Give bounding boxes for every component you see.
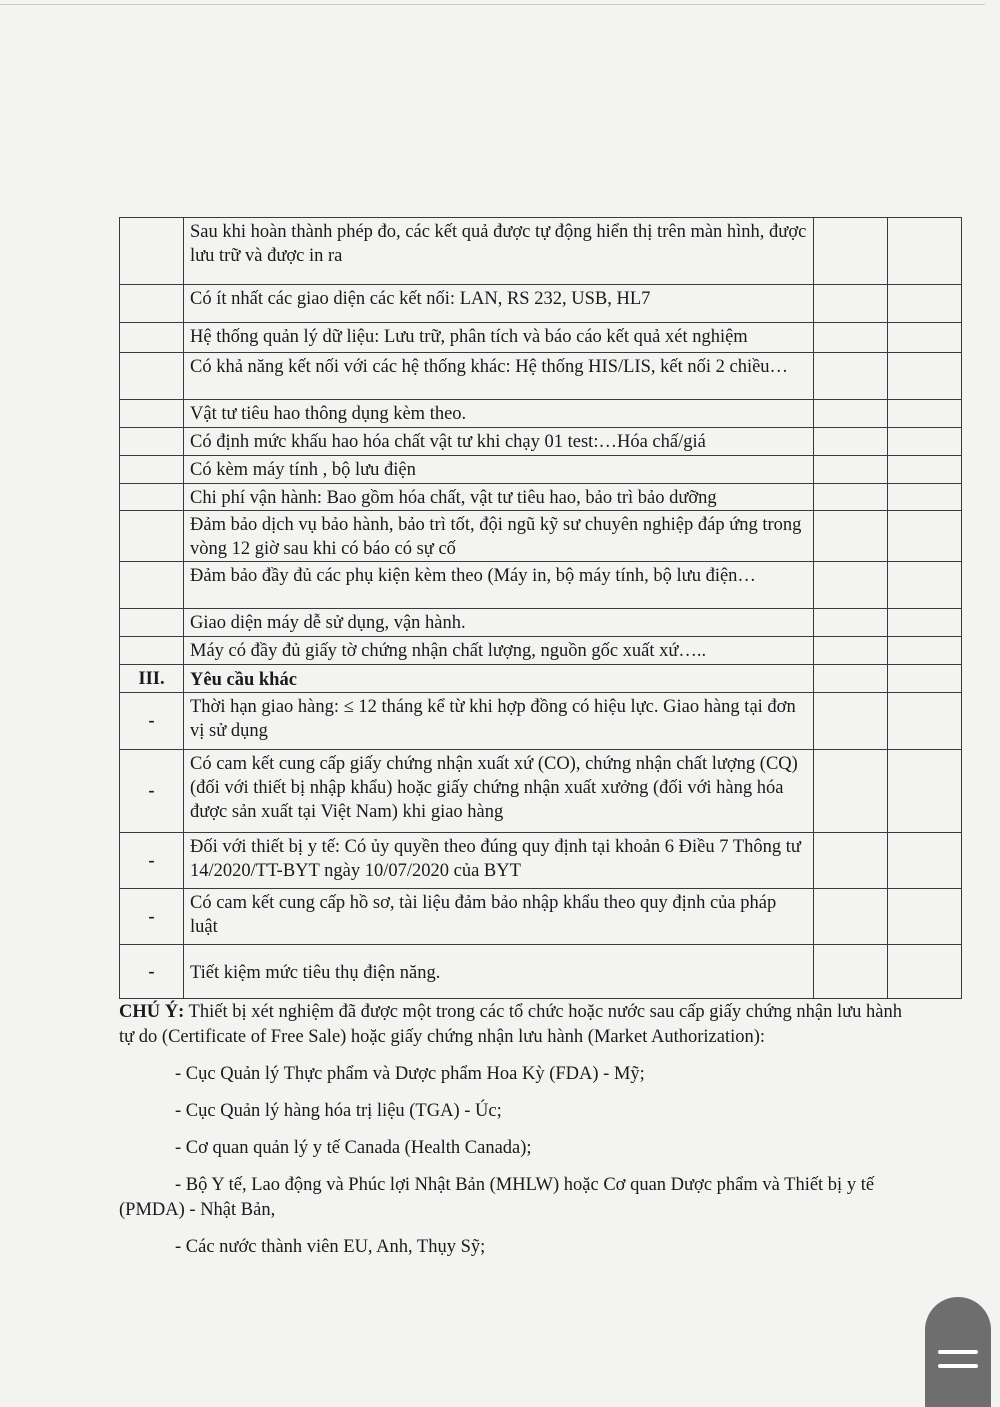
table-row: [120, 323, 962, 353]
empty-cell: [888, 750, 962, 833]
empty-cell: [888, 562, 962, 609]
table-row: [120, 889, 962, 945]
empty-cell: [888, 456, 962, 484]
empty-cell: [888, 609, 962, 637]
row-number: -: [120, 833, 184, 889]
row-content: Thời hạn giao hàng: ≤ 12 tháng kể từ khi hợp đồng có hiệu lực. Giao hàng tại đơn vị sử dụng: [184, 693, 814, 750]
empty-cell: [814, 833, 888, 889]
row-content: Hệ thống quản lý dữ liệu: Lưu trữ, phân tích và báo cáo kết quả xét nghiệm: [184, 323, 814, 353]
row-number: [120, 484, 184, 511]
requirements-table: [119, 217, 962, 999]
row-content: Có định mức khấu hao hóa chất vật tư khi chạy 01 test:…Hóa chấ/giá: [184, 428, 814, 456]
table-row: [120, 428, 962, 456]
empty-cell: [814, 285, 888, 323]
note-item-tga: - Cục Quản lý hàng hóa trị liệu (TGA) - Úc;: [175, 1101, 502, 1121]
row-number: [120, 428, 184, 456]
note-item-fda: - Cục Quản lý Thực phẩm và Dược phẩm Hoa Kỳ (FDA) - Mỹ;: [175, 1064, 645, 1084]
empty-cell: [814, 218, 888, 285]
row-content: Máy có đầy đủ giấy tờ chứng nhận chất lượng, nguồn gốc xuất xứ…..: [184, 637, 814, 665]
row-number: [120, 609, 184, 637]
empty-cell: [888, 665, 962, 693]
row-number: -: [120, 750, 184, 833]
empty-cell: [888, 285, 962, 323]
empty-cell: [814, 323, 888, 353]
empty-cell: [888, 323, 962, 353]
empty-cell: [888, 218, 962, 285]
empty-cell: [888, 428, 962, 456]
empty-cell: [814, 456, 888, 484]
row-content: Chi phí vận hành: Bao gồm hóa chất, vật tư tiêu hao, bảo trì bảo dưỡng: [184, 484, 814, 511]
row-content: Tiết kiệm mức tiêu thụ điện năng.: [184, 945, 814, 999]
menu-button[interactable]: [925, 1297, 991, 1407]
table-row: [120, 285, 962, 323]
empty-cell: [814, 693, 888, 750]
table-row: [120, 833, 962, 889]
table-row: [120, 693, 962, 750]
table-row: [120, 609, 962, 637]
empty-cell: [814, 945, 888, 999]
empty-cell: [888, 889, 962, 945]
row-number: -: [120, 693, 184, 750]
row-content: Có cam kết cung cấp giấy chứng nhận xuất xứ (CO), chứng nhận chất lượng (CQ) (đối với thiết bị nhập khẩu) hoặc giấy chứng nhận xuất xưởng (đối với hàng hóa được sản xuất tại Việt Nam) khi giao hàng: [184, 750, 814, 833]
empty-cell: [814, 665, 888, 693]
section-number: III.: [120, 665, 184, 693]
empty-cell: [814, 353, 888, 400]
row-content: Có ít nhất các giao diện các kết nối: LAN, RS 232, USB, HL7: [184, 285, 814, 323]
empty-cell: [814, 609, 888, 637]
empty-cell: [888, 945, 962, 999]
empty-cell: [888, 353, 962, 400]
row-content: Đảm bảo dịch vụ bảo hành, bảo trì tốt, đội ngũ kỹ sư chuyên nghiệp đáp ứng trong vòng 12 giờ sau khi có báo có sự cố: [184, 511, 814, 562]
table-row: [120, 456, 962, 484]
note-paragraph: [119, 1000, 919, 1050]
row-number: [120, 400, 184, 428]
empty-cell: [814, 889, 888, 945]
row-number: [120, 323, 184, 353]
table-row: [120, 218, 962, 285]
row-number: -: [120, 889, 184, 945]
empty-cell: [888, 511, 962, 562]
empty-cell: [814, 484, 888, 511]
empty-cell: [814, 511, 888, 562]
row-content: Vật tư tiêu hao thông dụng kèm theo.: [184, 400, 814, 428]
row-content: Có cam kết cung cấp hồ sơ, tài liệu đảm bảo nhập khẩu theo quy định của pháp luật: [184, 889, 814, 945]
note-item-eu: - Các nước thành viên EU, Anh, Thụy Sỹ;: [175, 1237, 486, 1257]
table-row: [120, 945, 962, 999]
note-label: CHÚ Ý:: [119, 1002, 185, 1022]
note-item-japan: - Bộ Y tế, Lao động và Phúc lợi Nhật Bản (MHLW) hoặc Cơ quan Dược phẩm và Thiết bị y tế (PMDA) - Nhật Bản,: [119, 1175, 875, 1220]
empty-cell: [814, 562, 888, 609]
row-content: Giao diện máy dễ sử dụng, vận hành.: [184, 609, 814, 637]
row-content: Sau khi hoàn thành phép đo, các kết quả được tự động hiển thị trên màn hình, được lưu trữ và được in ra: [184, 218, 814, 285]
row-number: [120, 456, 184, 484]
table-row: [120, 637, 962, 665]
empty-cell: [888, 484, 962, 511]
empty-cell: [888, 693, 962, 750]
note-section: [119, 1000, 919, 1260]
row-content: Đối với thiết bị y tế: Có ủy quyền theo đúng quy định tại khoản 6 Điều 7 Thông tư 14/2020/TT-BYT ngày 10/07/2020 của BYT: [184, 833, 814, 889]
note-text: Thiết bị xét nghiệm đã được một trong các tổ chức hoặc nước sau cấp giấy chứng nhận lưu hành tự do (Certificate of Free Sale) hoặc giấy chứng nhận lưu hành (Market Authorization):: [119, 1002, 902, 1047]
empty-cell: [888, 400, 962, 428]
page-top-edge: [0, 4, 985, 5]
row-number: [120, 511, 184, 562]
table-row: [120, 400, 962, 428]
row-content: Có khả năng kết nối với các hệ thống khác: Hệ thống HIS/LIS, kết nối 2 chiều…: [184, 353, 814, 400]
row-number: -: [120, 945, 184, 999]
row-number: [120, 285, 184, 323]
row-content: Có kèm máy tính , bộ lưu điện: [184, 456, 814, 484]
empty-cell: [888, 833, 962, 889]
row-number: [120, 562, 184, 609]
empty-cell: [888, 637, 962, 665]
row-number: [120, 353, 184, 400]
note-item-health-canada: - Cơ quan quản lý y tế Canada (Health Canada);: [175, 1138, 532, 1158]
table-row: [120, 511, 962, 562]
table-row: [120, 353, 962, 400]
row-content: Đảm bảo đầy đủ các phụ kiện kèm theo (Máy in, bộ máy tính, bộ lưu điện…: [184, 562, 814, 609]
empty-cell: [814, 428, 888, 456]
empty-cell: [814, 400, 888, 428]
section-title: Yêu cầu khác: [184, 665, 814, 693]
table-row: [120, 750, 962, 833]
table-row: [120, 562, 962, 609]
section-row: [120, 665, 962, 693]
row-number: [120, 218, 184, 285]
empty-cell: [814, 637, 888, 665]
empty-cell: [814, 750, 888, 833]
table-row: [120, 484, 962, 511]
row-number: [120, 637, 184, 665]
